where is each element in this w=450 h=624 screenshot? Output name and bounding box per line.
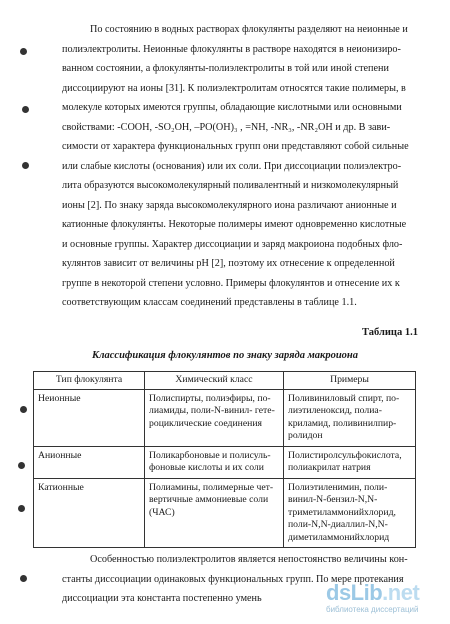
text-line: лита образуются высокомолекулярный поливалентный и низкомолекулярный	[62, 180, 399, 191]
cell-line: Поликарбоновые и полисуль-	[149, 449, 271, 461]
cell-line: поли-N,N-диаллил-N,N-	[288, 519, 388, 530]
text-line: катионные флокулянты. Некоторые полимеры имеют одновременно кислотные	[62, 219, 407, 230]
cell-line: Полиспирты, полиэфиры, по-	[149, 392, 271, 404]
table-header-row	[34, 372, 416, 390]
text-line: ионы [2]. По знаку заряда высокомолекулярного иона различают анионные и	[62, 199, 397, 211]
table-title: Классификация флокулянтов по знаку заряда макроиона	[92, 350, 358, 361]
cell-line: лиэтиленоксид, полиа-	[288, 405, 382, 416]
table-row	[34, 478, 416, 548]
cell-line: Поливиниловый спирт, по-	[288, 392, 400, 404]
text-line: молекуле которых имеются группы, обладающие кислотными или основными	[62, 102, 402, 113]
margin-dot	[18, 505, 25, 512]
dslib-watermark-logo	[322, 580, 444, 616]
cell-examples	[284, 446, 416, 478]
table-row	[34, 446, 416, 478]
text-line: станты диссоциации одинаковых функциональных групп. По мере протекания	[62, 573, 404, 585]
cell-type: Неионные	[34, 389, 145, 446]
header-type: Тип флокулянта	[34, 372, 145, 390]
text-line: диссоциируют на ионы [31]. К полиэлектролитам относятся такие полимеры, в	[62, 82, 406, 94]
cell-type: Анионные	[34, 446, 145, 478]
header-examples: Примеры	[284, 372, 416, 390]
text-line: свойствами: -COOH, -SO₂OH, –PO(OH)₃ , =NH, -NR₃, -NR₂OH и др. В зави-	[62, 121, 391, 133]
text-line: соответствующим классам соединений представлены в таблице 1.1.	[62, 297, 357, 308]
logo-brand-main: dsLib	[326, 580, 383, 605]
logo-brand-ext: .net	[382, 580, 420, 605]
margin-dot	[20, 575, 27, 582]
cell-line: полиакрилат натрия	[288, 462, 371, 473]
margin-dot	[18, 462, 25, 469]
cell-line: фоновые кислоты и их соли	[149, 462, 264, 473]
text-line: кулянтов зависит от величины pH [2], поэтому их отнесение к определенной	[62, 258, 395, 269]
margin-dot	[22, 106, 29, 113]
logo-subtitle: библиотека диссертаций	[326, 605, 419, 614]
cell-line: вертичные аммониевые соли	[149, 494, 269, 505]
cell-line: Полиамины, полимерные чет-	[149, 481, 274, 493]
text-line: ванном состоянии, а флокулянты-полиэлектролиты в той или иной степени	[62, 63, 389, 74]
table-caption: Таблица 1.1	[362, 327, 418, 338]
text-line: Особенностью полиэлектролитов является непостоянство величины кон-	[90, 554, 408, 565]
cell-class	[145, 389, 284, 446]
margin-dot	[20, 406, 27, 413]
cell-line: диметиламмонийхлорид	[288, 531, 390, 543]
cell-examples	[284, 478, 416, 548]
cell-line: триметиламмонийхлорид,	[288, 506, 396, 518]
text-line: группе в некоторой степени условно. Примеры флокулянтов и отнесение их к	[62, 277, 400, 289]
text-line: По состоянию в водных растворах флокулянты разделяют на неионные и	[90, 24, 408, 35]
cell-type: Катионные	[34, 478, 145, 548]
cell-line: роциклические соединения	[149, 417, 262, 429]
paragraph-classification	[62, 20, 420, 313]
cell-examples	[284, 389, 416, 446]
table-row	[34, 389, 416, 446]
cell-line: Полиэтиленимин, поли-	[288, 481, 388, 493]
header-class: Химический класс	[145, 372, 284, 390]
text-line: полиэлектролиты. Неионные флокулянты в растворе находятся в неионизиро-	[62, 43, 401, 55]
cell-line: криламид, поливинилпир-	[288, 417, 397, 429]
text-line: или слабые кислоты (основания) или их соли. При диссоциации полиэлектро-	[62, 160, 402, 172]
cell-line: ролидон	[288, 430, 323, 441]
text-line: диссоциации эта константа постепенно умень	[62, 593, 262, 604]
cell-line: Полистиролсульфокислота,	[288, 449, 402, 461]
cell-line: лиамиды, поли-N-винил- гете-	[149, 405, 275, 416]
margin-dot	[22, 162, 29, 169]
text-line: симости от характера функциональных групп они представляют собой сильные	[62, 141, 409, 152]
cell-line: винил-N-бензил-N,N-	[288, 494, 378, 505]
flocculant-table	[33, 371, 416, 548]
cell-class	[145, 446, 284, 478]
text-line: и основные группы. Характер диссоциации и заряд макроиона подобных фло-	[62, 238, 403, 250]
cell-line: (ЧАС)	[149, 506, 175, 518]
cell-class	[145, 478, 284, 548]
margin-dot	[20, 48, 27, 55]
